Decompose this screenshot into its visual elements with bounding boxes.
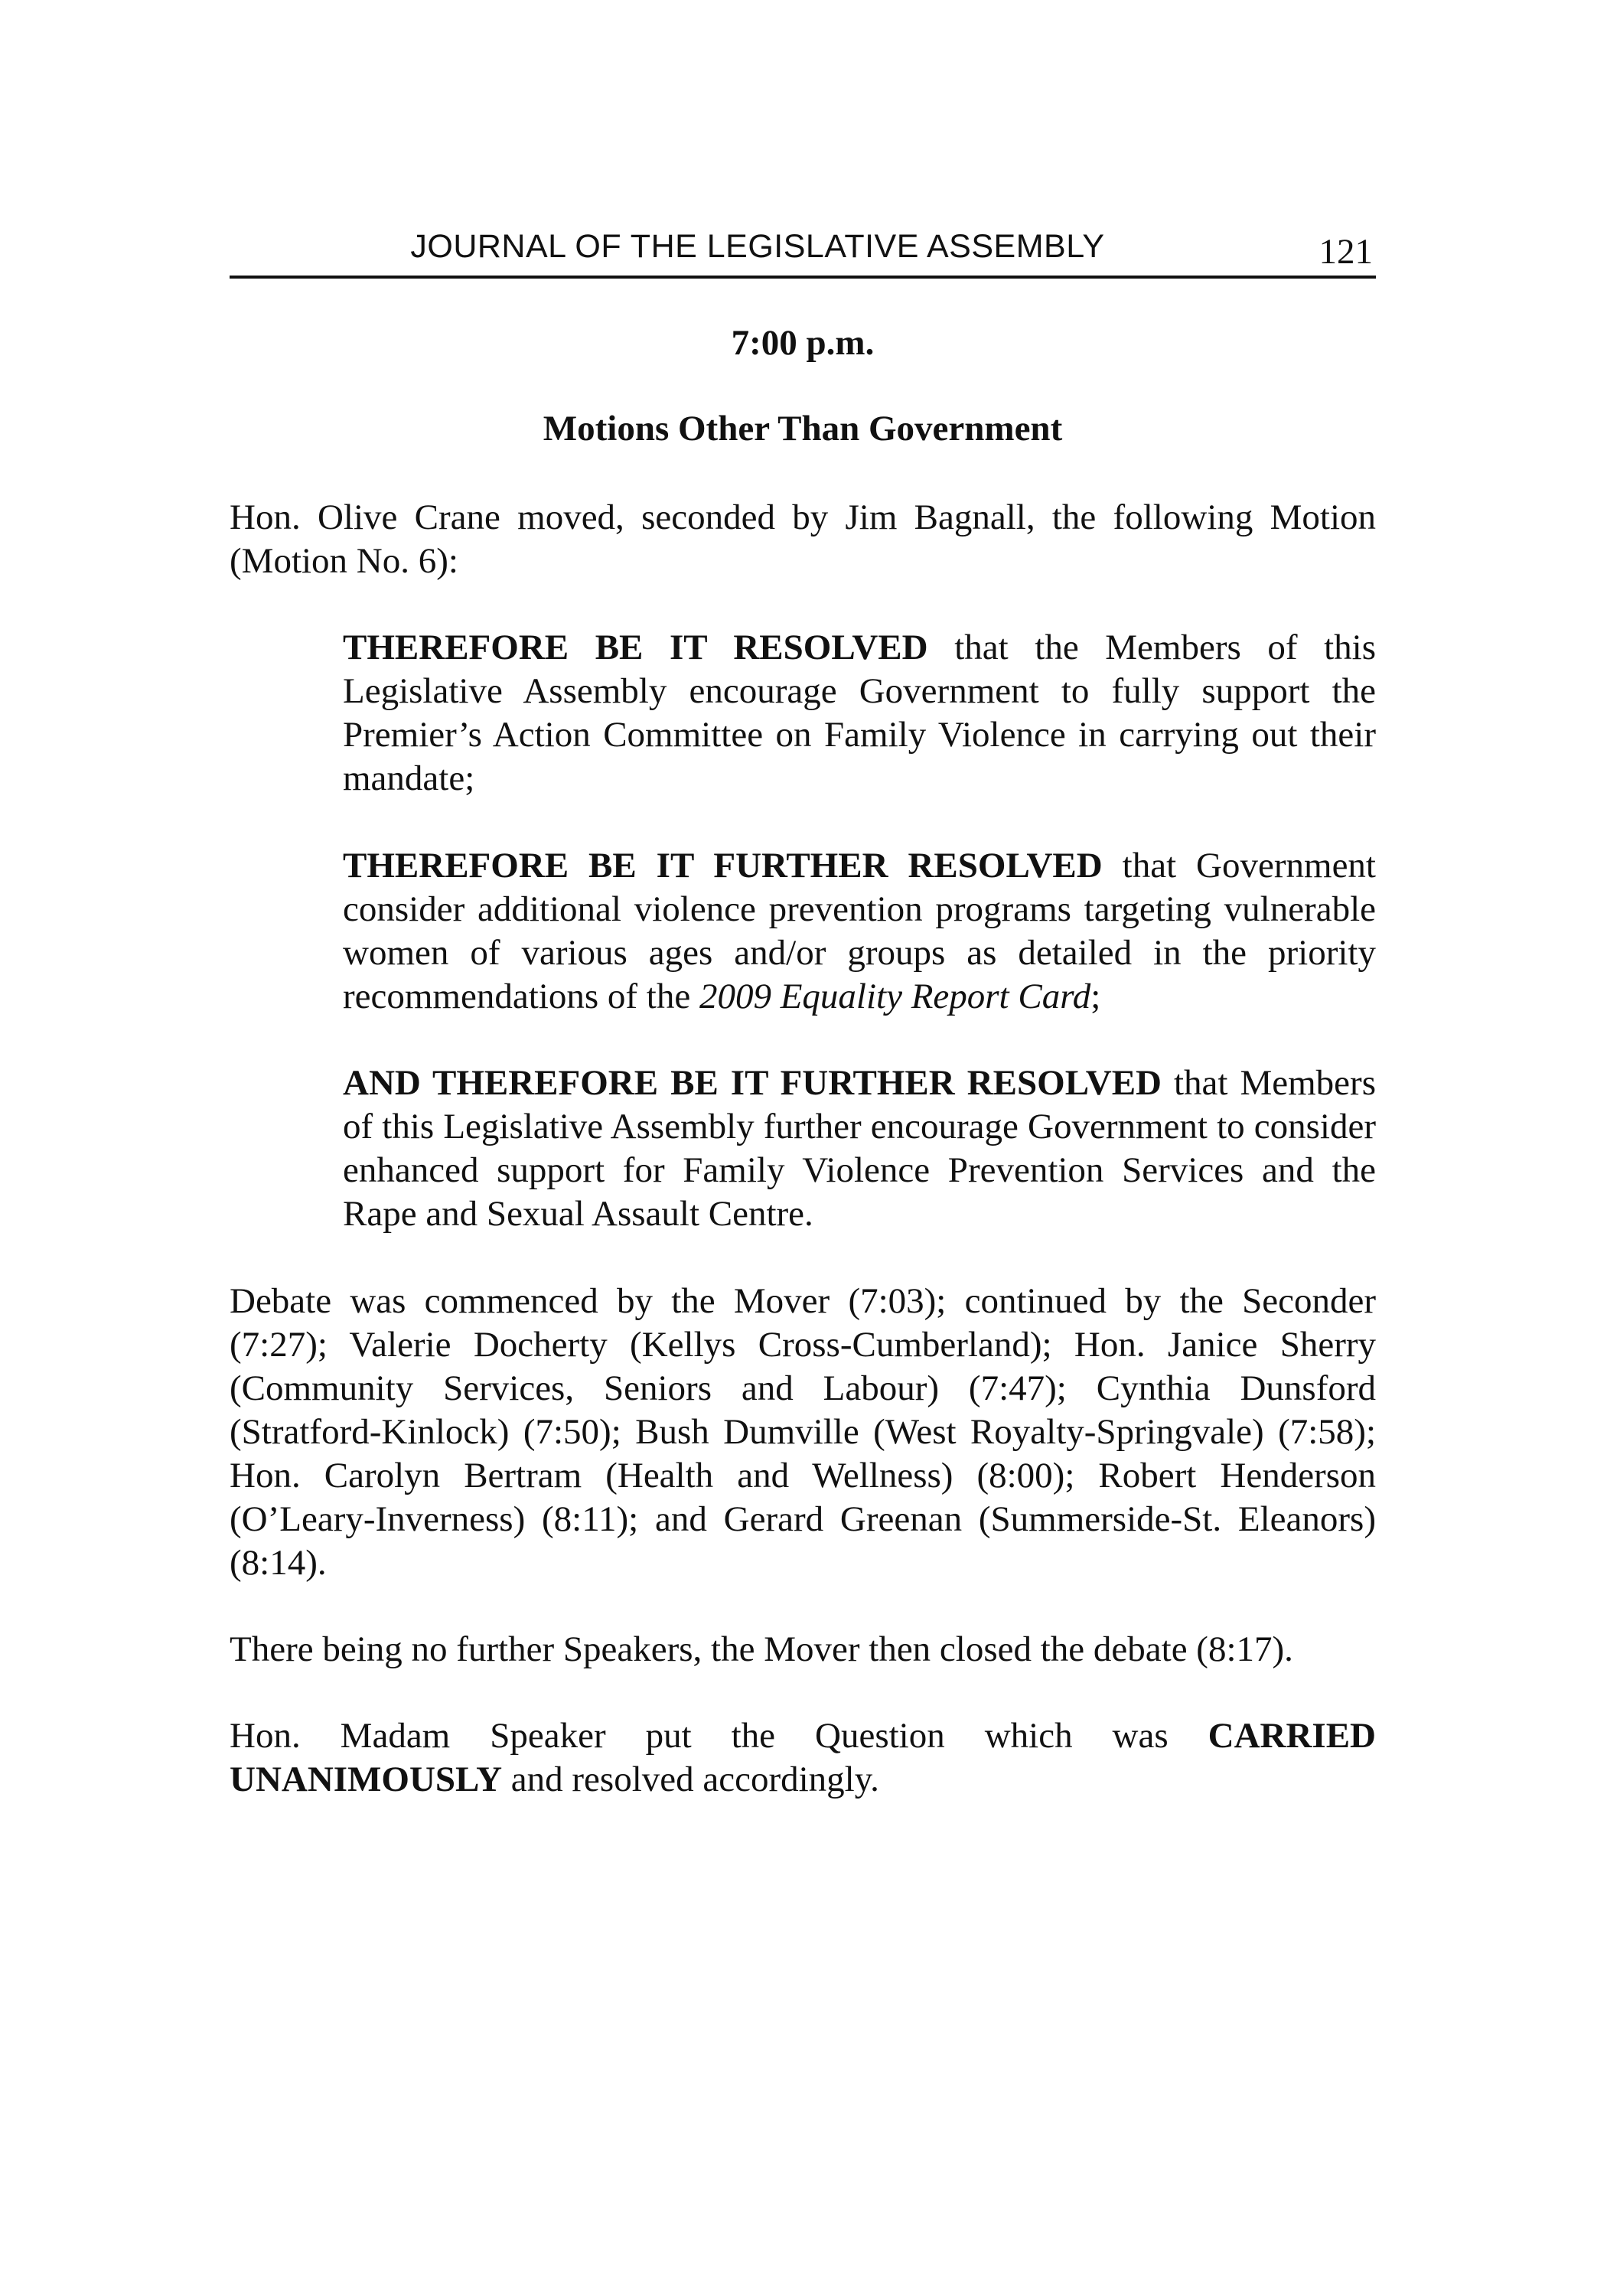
resolution-3: [343, 1062, 1376, 1236]
running-header: [230, 227, 1376, 279]
resolution-1-lead: THEREFORE BE IT RESOLVED: [343, 628, 928, 667]
closing-statement: There being no further Speakers, the Mover then closed the debate (8:17).: [230, 1629, 1293, 1669]
resolution-3-text: that Members of this Legislative Assembly further encourage Government to consider enhanced support for Family Violence Prevention Services and the Rape and Sexual Assault Centre.: [343, 1063, 1376, 1234]
resolution-2: [343, 844, 1376, 1019]
journal-title: JOURNAL OF THE LEGISLATIVE ASSEMBLY: [410, 228, 1105, 265]
resolution-3-lead: AND THEREFORE BE IT FURTHER RESOLVED: [343, 1063, 1162, 1103]
vote-result: CARRIED UNANIMOUSLY: [230, 1716, 1376, 1799]
question-text-end: and resolved accordingly.: [502, 1760, 879, 1799]
question-result: [230, 1714, 1376, 1802]
resolution-1-text: that the Members of this Legislative Assembly encourage Government to fully support the Premier’s Action Committee on Family Violence in carrying out their mandate;: [343, 628, 1376, 798]
section-heading: Motions Other Than Government: [543, 409, 1063, 448]
page-number: 121: [1319, 232, 1373, 272]
report-card-title: 2009 Equality Report Card: [699, 977, 1091, 1016]
time-heading: 7:00 p.m.: [731, 323, 875, 363]
resolution-2-text: that Government consider additional violence prevention programs targeting vulnerable women of various ages and/or groups as detailed in the priority recommendations of the: [343, 846, 1376, 1016]
motion-intro: Hon. Olive Crane moved, seconded by Jim Bagnall, the following Motion (Motion No. 6):: [230, 497, 1376, 581]
resolution-1: [343, 626, 1376, 801]
resolution-2-lead: THEREFORE BE IT FURTHER RESOLVED: [343, 846, 1103, 885]
question-text: Hon. Madam Speaker put the Question which was: [230, 1716, 1208, 1756]
debate-record: Debate was commenced by the Mover (7:03); continued by the Seconder (7:27); Valerie Docherty (Kellys Cross-Cumberland); Hon. Janice Sherry (Community Services, Seniors and Labour) (7:47); Cynthia Dunsford (Stratford-Kinlock) (7:50); Bush Dumville (West Royalty-Springvale) (7:58); Hon. Carolyn Bertram (Health and Wellness) (8:00); Robert Henderson (O’Leary-Inverness) (8:11); and Gerard Greenan (Summerside-St. Eleanors) (8:14).: [230, 1281, 1376, 1583]
resolution-2-text-end: ;: [1090, 977, 1101, 1016]
